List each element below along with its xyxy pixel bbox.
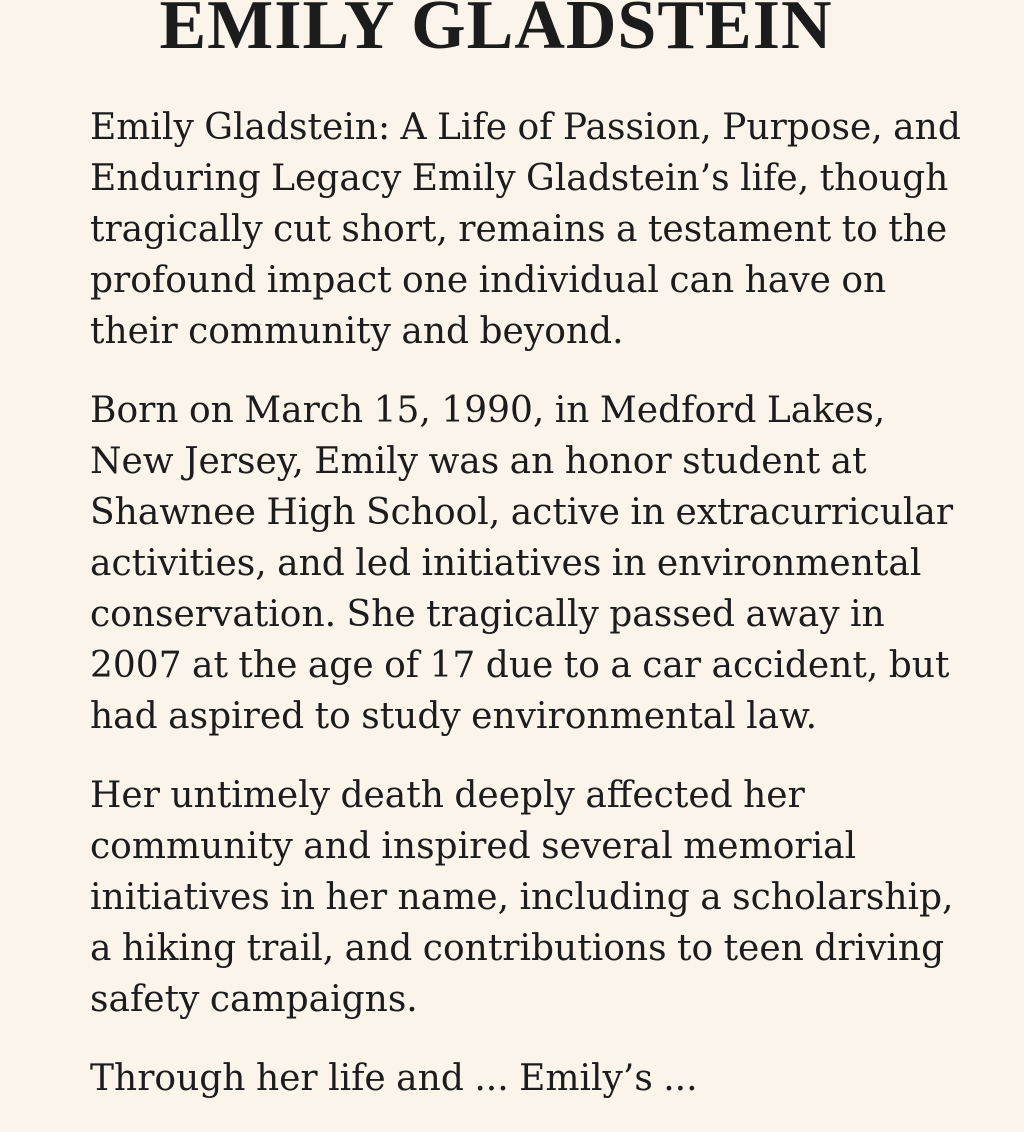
page-title: EMILY GLADSTEIN [159,0,833,64]
paragraph-memorials: Her untimely death deeply affected her community and inspired several memorial initiatives in her name, including a scholarship, a hiking trail, and contributions to teen driving safety campaigns. [90,775,954,1020]
paragraph-biography: Born on March 15, 1990, in Medford Lakes, New Jersey, Emily was an honor student at Shawnee High School, active in extracurricular activities, and led initiatives in environmental conservation. She tragically passed away in 2007 at the age of 17 due to a car accident, but had aspired to study environmental law. [90,390,954,737]
article-body [90,102,970,1132]
paragraph-cutoff: Through her life and ... Emily’s ... [90,1058,698,1099]
paragraph-intro: Emily Gladstein: A Life of Passion, Purpose, and Enduring Legacy Emily Gladstein’s life, though tragically cut short, remains a testament to the profound impact one individual can have on their community and beyond. [90,107,961,352]
